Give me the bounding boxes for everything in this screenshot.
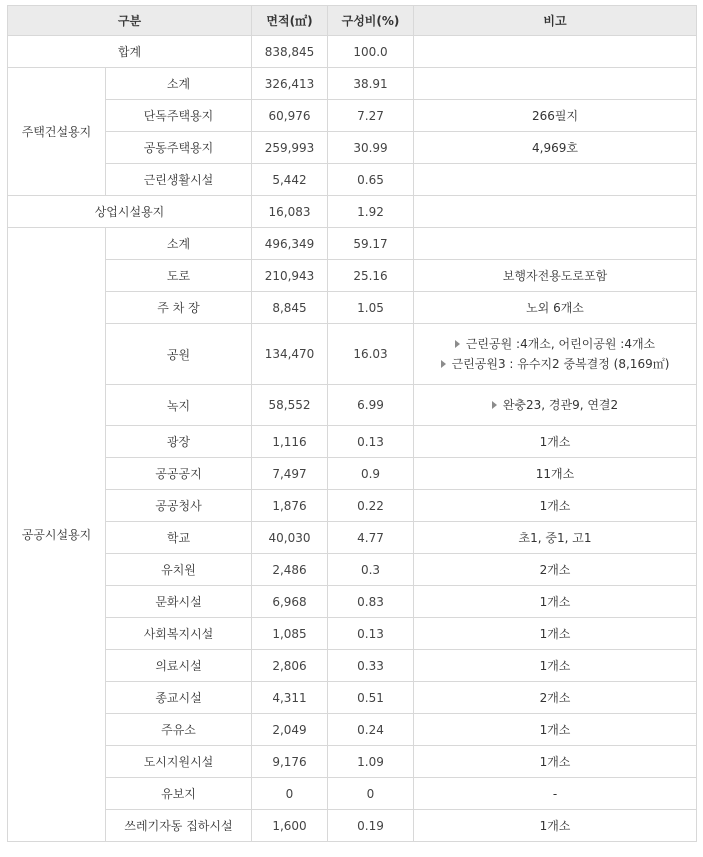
public-sub-label: 주유소 [106, 714, 252, 746]
public-ratio: 0.22 [328, 490, 414, 522]
public-sub-label: 문화시설 [106, 586, 252, 618]
housing-note: 266필지 [414, 100, 697, 132]
public-sub-label: 녹지 [106, 385, 252, 426]
public-sub-label: 소계 [106, 228, 252, 260]
triangle-bullet-icon [492, 401, 497, 409]
green-note [414, 385, 697, 426]
public-sub-label: 유치원 [106, 554, 252, 586]
header-ratio: 구성비(%) [328, 6, 414, 36]
public-ratio: 0.13 [328, 426, 414, 458]
public-ratio: 1.09 [328, 746, 414, 778]
public-area: 1,876 [252, 490, 328, 522]
public-sub-label: 주 차 장 [106, 292, 252, 324]
housing-area: 60,976 [252, 100, 328, 132]
public-ratio: 0.19 [328, 810, 414, 842]
public-sub-label: 광장 [106, 426, 252, 458]
table-row [8, 458, 697, 490]
table-row [8, 68, 697, 100]
note-list-item [418, 354, 692, 374]
housing-note: 4,969호 [414, 132, 697, 164]
table-row [8, 746, 697, 778]
public-sub-label: 공원 [106, 324, 252, 385]
public-note: 노외 6개소 [414, 292, 697, 324]
table-row [8, 132, 697, 164]
public-note: 1개소 [414, 746, 697, 778]
note-item-text: 근린공원 :4개소, 어린이공원 :4개소 [465, 337, 656, 351]
housing-sub-label: 공동주택용지 [106, 132, 252, 164]
public-note: 1개소 [414, 490, 697, 522]
public-ratio: 16.03 [328, 324, 414, 385]
housing-ratio: 30.99 [328, 132, 414, 164]
public-note: 2개소 [414, 682, 697, 714]
public-area: 1,085 [252, 618, 328, 650]
public-sub-label: 도로 [106, 260, 252, 292]
note-list-item [418, 395, 692, 415]
total-area: 838,845 [252, 36, 328, 68]
public-area: 0 [252, 778, 328, 810]
header-note: 비고 [414, 6, 697, 36]
table-row [8, 522, 697, 554]
public-ratio: 1.05 [328, 292, 414, 324]
public-note: - [414, 778, 697, 810]
housing-note [414, 68, 697, 100]
total-label: 합계 [8, 36, 252, 68]
public-area: 1,600 [252, 810, 328, 842]
land-use-table [7, 5, 697, 842]
public-note [414, 228, 697, 260]
table-row [8, 164, 697, 196]
table-row [8, 714, 697, 746]
public-sub-label: 공공공지 [106, 458, 252, 490]
header-category: 구분 [8, 6, 252, 36]
public-note: 초1, 중1, 고1 [414, 522, 697, 554]
triangle-bullet-icon [441, 360, 446, 368]
public-sub-label: 의료시설 [106, 650, 252, 682]
housing-area: 259,993 [252, 132, 328, 164]
public-note: 1개소 [414, 714, 697, 746]
public-category-label: 공공시설용지 [8, 228, 106, 842]
public-ratio: 0.83 [328, 586, 414, 618]
public-note: 1개소 [414, 586, 697, 618]
table-row [8, 586, 697, 618]
table-header-row [8, 6, 697, 36]
public-note: 보행자전용도로포함 [414, 260, 697, 292]
note-item-text: 완충23, 경관9, 연결2 [502, 398, 619, 412]
public-note: 1개소 [414, 810, 697, 842]
public-sub-label: 유보지 [106, 778, 252, 810]
public-area: 134,470 [252, 324, 328, 385]
public-note: 2개소 [414, 554, 697, 586]
public-ratio: 0.9 [328, 458, 414, 490]
public-area: 7,497 [252, 458, 328, 490]
table-row [8, 292, 697, 324]
housing-ratio: 38.91 [328, 68, 414, 100]
table-row [8, 426, 697, 458]
public-ratio: 0.3 [328, 554, 414, 586]
public-ratio: 6.99 [328, 385, 414, 426]
public-note: 1개소 [414, 618, 697, 650]
table-row [8, 260, 697, 292]
commercial-area: 16,083 [252, 196, 328, 228]
table-row [8, 100, 697, 132]
public-area: 4,311 [252, 682, 328, 714]
total-note [414, 36, 697, 68]
table-row [8, 554, 697, 586]
housing-area: 5,442 [252, 164, 328, 196]
public-area: 2,806 [252, 650, 328, 682]
public-area: 40,030 [252, 522, 328, 554]
public-sub-label: 종교시설 [106, 682, 252, 714]
public-ratio: 0.33 [328, 650, 414, 682]
commercial-label: 상업시설용지 [8, 196, 252, 228]
housing-sub-label: 소계 [106, 68, 252, 100]
housing-area: 326,413 [252, 68, 328, 100]
public-area: 2,486 [252, 554, 328, 586]
header-area: 면적(㎡) [252, 6, 328, 36]
public-area: 6,968 [252, 586, 328, 618]
table-row [8, 385, 697, 426]
public-note: 11개소 [414, 458, 697, 490]
table-row [8, 682, 697, 714]
table-body [8, 36, 697, 842]
public-sub-label: 사회복지시설 [106, 618, 252, 650]
commercial-note [414, 196, 697, 228]
table-row [8, 650, 697, 682]
public-area: 496,349 [252, 228, 328, 260]
public-area: 2,049 [252, 714, 328, 746]
public-ratio: 4.77 [328, 522, 414, 554]
public-area: 210,943 [252, 260, 328, 292]
triangle-bullet-icon [455, 340, 460, 348]
table-row [8, 810, 697, 842]
housing-ratio: 0.65 [328, 164, 414, 196]
note-list-item [418, 334, 692, 354]
park-note [414, 324, 697, 385]
commercial-ratio: 1.92 [328, 196, 414, 228]
public-ratio: 0.51 [328, 682, 414, 714]
public-note: 1개소 [414, 426, 697, 458]
public-sub-label: 공공청사 [106, 490, 252, 522]
land-use-table-container [7, 5, 697, 842]
table-row [8, 490, 697, 522]
public-area: 58,552 [252, 385, 328, 426]
public-ratio: 59.17 [328, 228, 414, 260]
public-sub-label: 쓰레기자동 집하시설 [106, 810, 252, 842]
table-row [8, 228, 697, 260]
note-item-text: 근린공원3 : 유수지2 중복결정 (8,169㎡) [451, 357, 670, 371]
housing-category-label: 주택건설용지 [8, 68, 106, 196]
public-area: 8,845 [252, 292, 328, 324]
public-ratio: 25.16 [328, 260, 414, 292]
total-ratio: 100.0 [328, 36, 414, 68]
public-area: 9,176 [252, 746, 328, 778]
public-sub-label: 도시지원시설 [106, 746, 252, 778]
table-row [8, 778, 697, 810]
public-ratio: 0 [328, 778, 414, 810]
table-row [8, 324, 697, 385]
public-ratio: 0.13 [328, 618, 414, 650]
public-note: 1개소 [414, 650, 697, 682]
public-sub-label: 학교 [106, 522, 252, 554]
public-area: 1,116 [252, 426, 328, 458]
housing-sub-label: 단독주택용지 [106, 100, 252, 132]
housing-sub-label: 근린생활시설 [106, 164, 252, 196]
housing-ratio: 7.27 [328, 100, 414, 132]
table-row [8, 196, 697, 228]
housing-note [414, 164, 697, 196]
public-ratio: 0.24 [328, 714, 414, 746]
table-row [8, 618, 697, 650]
table-row [8, 36, 697, 68]
